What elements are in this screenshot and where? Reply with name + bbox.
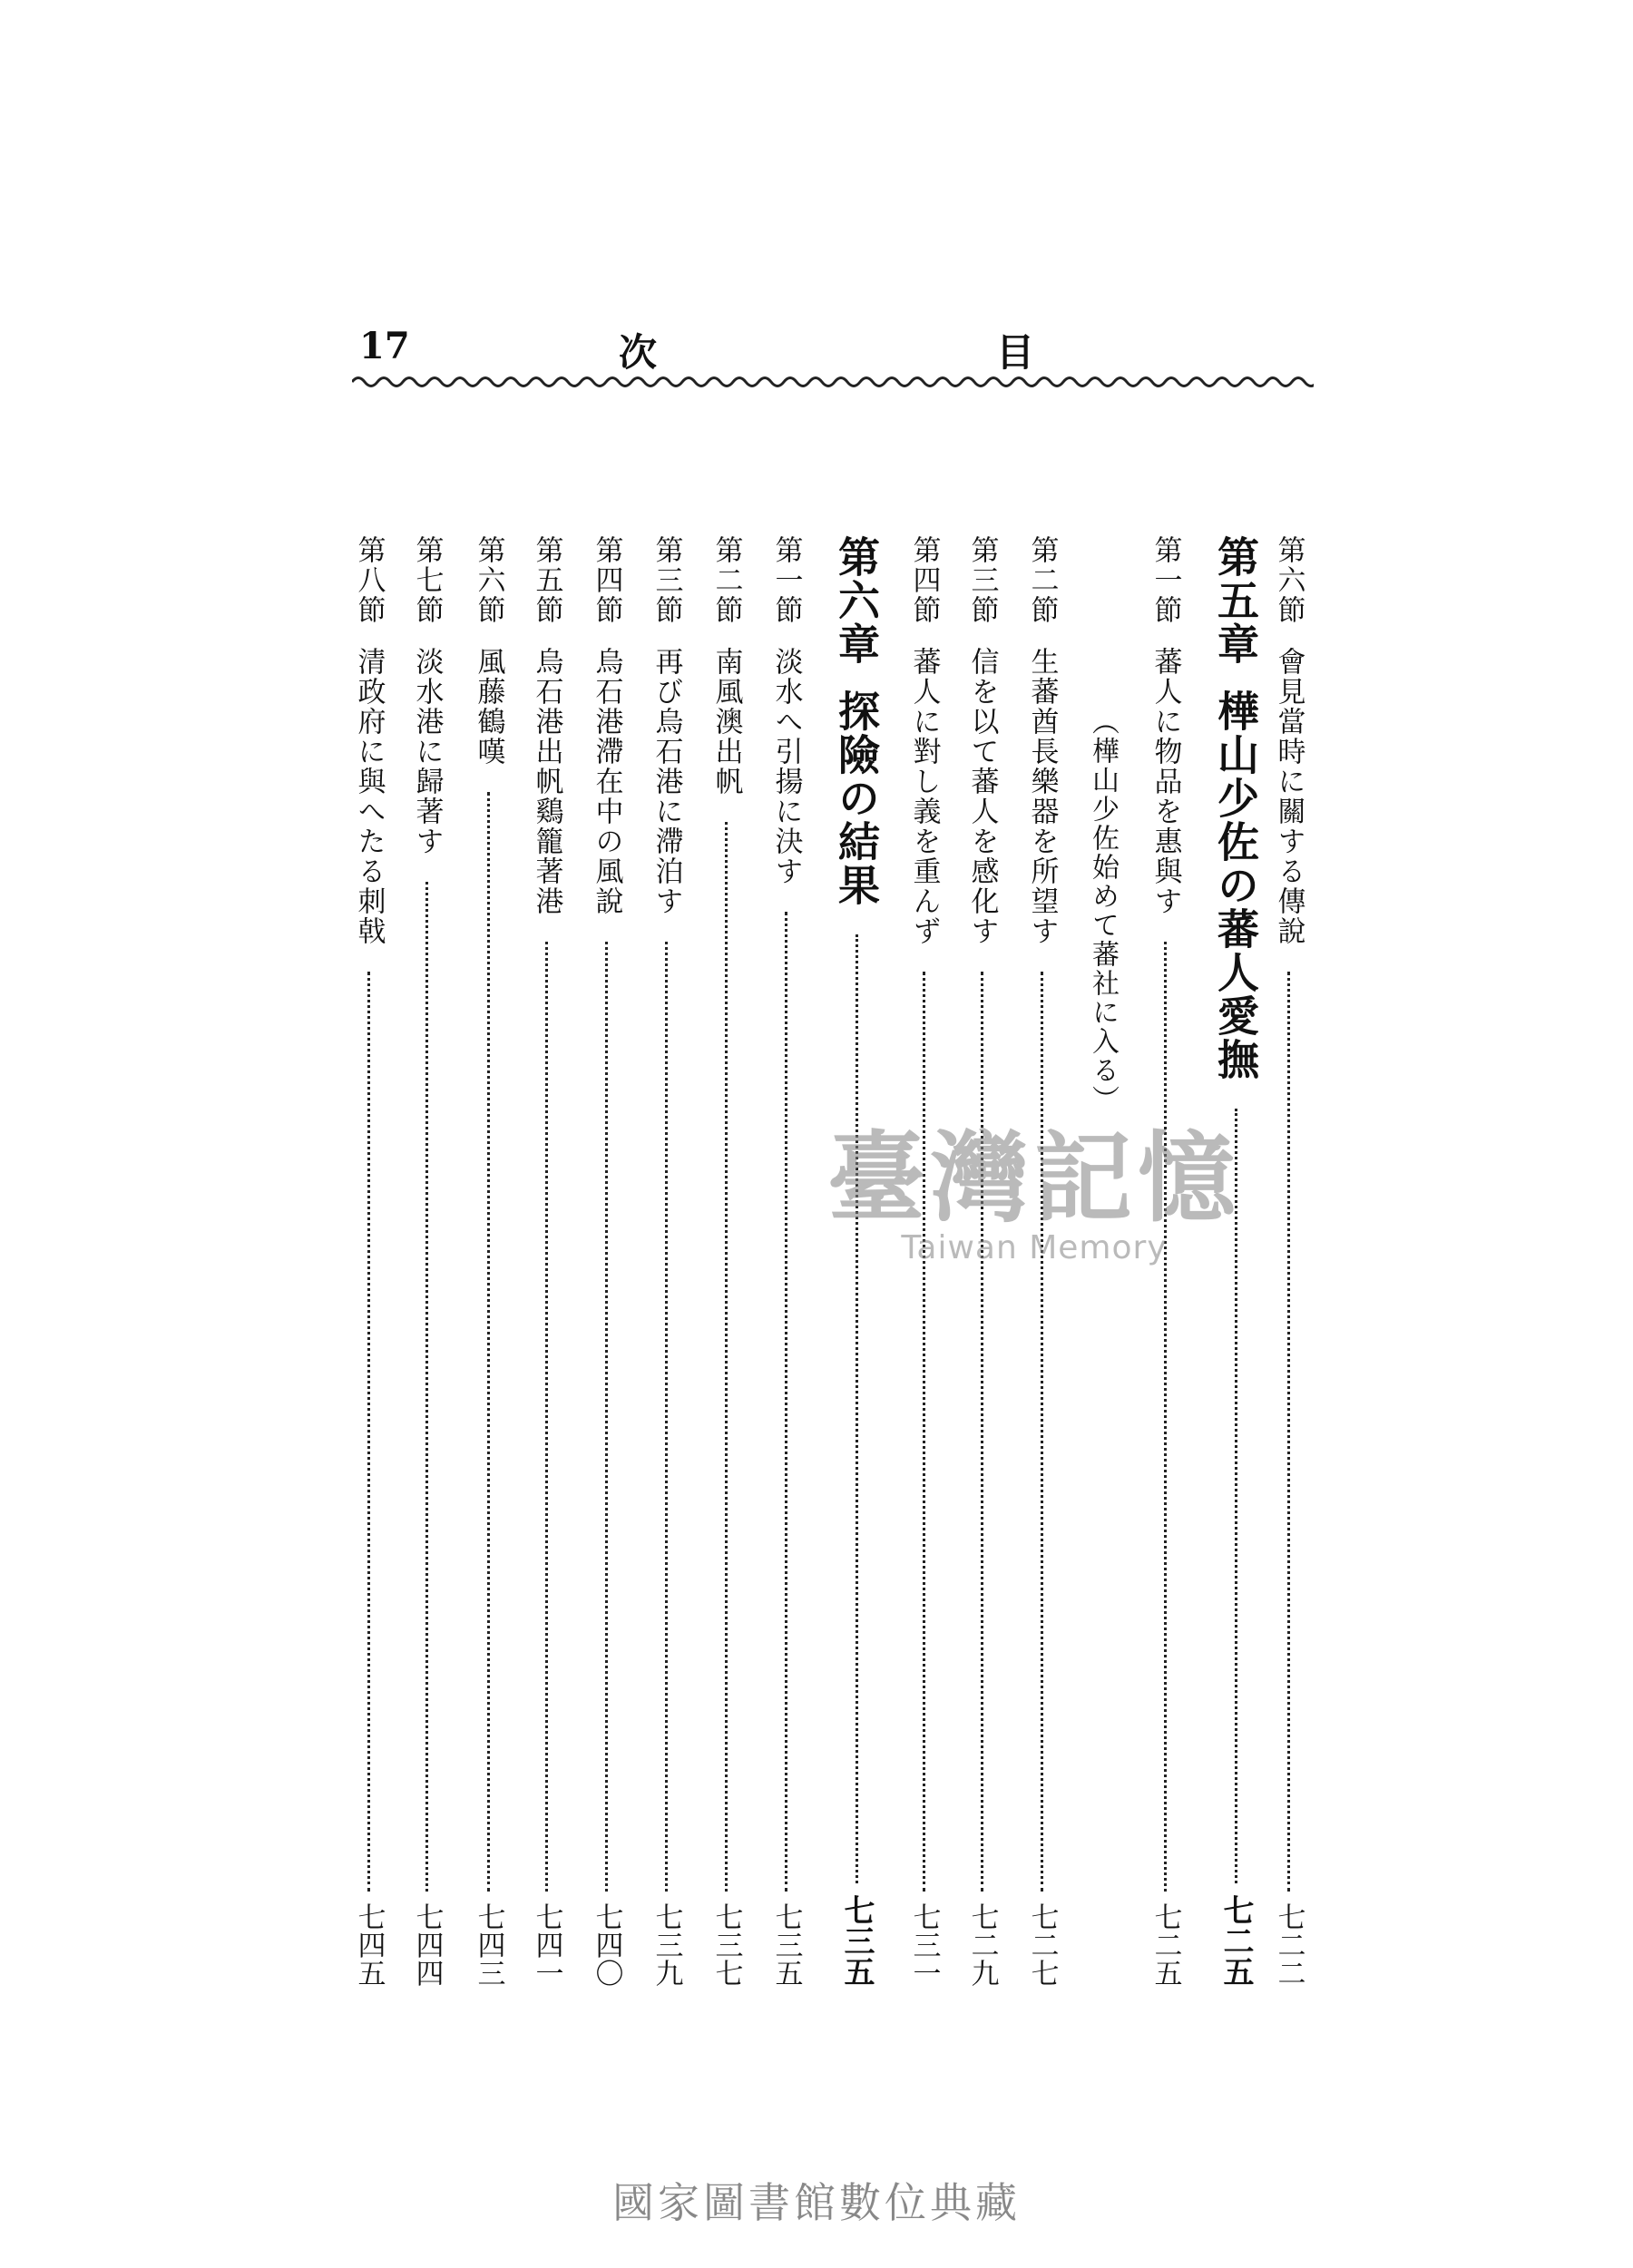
toc-entry	[347, 535, 390, 1987]
page-reference: 七二五	[1149, 1902, 1182, 1987]
page-reference: 七三九	[650, 1902, 683, 1987]
toc-entry	[644, 535, 688, 1987]
dot-leader	[1287, 972, 1290, 1892]
section-heading	[474, 535, 503, 767]
toc-entry	[405, 535, 448, 1987]
page-reference: 七二五	[1217, 1894, 1254, 1987]
section-title: 烏石港出帆鷄籠著港	[530, 647, 563, 916]
dot-leader	[367, 972, 370, 1892]
section-title: 清政府に與へたる刺戟	[352, 647, 386, 946]
section-number: 第六節	[472, 535, 505, 625]
section-number: 第八節	[352, 535, 386, 625]
section-heading	[769, 535, 803, 886]
dot-leader	[856, 934, 858, 1883]
section-title: 蕃人に對し義を重んず	[907, 647, 941, 946]
section-heading	[352, 535, 386, 946]
dot-leader	[1164, 942, 1167, 1892]
toc-entry	[584, 535, 628, 1987]
running-title-right: 目	[996, 330, 1035, 375]
page-reference: 七二二	[1272, 1902, 1305, 1987]
page-reference: 七三一	[907, 1902, 941, 1987]
page-reference: 七三七	[709, 1902, 743, 1987]
section-number: 第三節	[650, 535, 683, 625]
section-number: 第六節	[1272, 535, 1305, 625]
running-title-left: 次	[619, 330, 658, 375]
section-heading	[1025, 535, 1059, 946]
section-heading	[530, 535, 563, 916]
toc-note-text: （樺山少佐始めて蕃社に入る）	[1087, 708, 1119, 1114]
section-number: 第一節	[1149, 535, 1182, 625]
section-title: 風藤鶴嘆	[472, 647, 505, 767]
dot-leader	[545, 942, 548, 1892]
section-title: 會見當時に關する傳說	[1272, 647, 1305, 946]
section-title: 信を以て蕃人を感化す	[965, 647, 999, 946]
chapter-number: 第五章	[1211, 535, 1260, 666]
footer-archive-label: 國家圖書館數位典藏	[612, 2178, 1021, 2227]
section-heading	[907, 535, 941, 946]
watermark-chinese: 臺灣記憶	[826, 1121, 1241, 1236]
section-number: 第一節	[769, 535, 803, 625]
chapter-number: 第六章	[832, 535, 881, 666]
watermark-english: Taiwan Memory	[901, 1229, 1168, 1266]
section-title: 再び烏石港に滯泊す	[650, 647, 683, 916]
page-number: 17	[359, 325, 410, 367]
section-number: 第七節	[410, 535, 444, 625]
table-of-contents	[0, 535, 1633, 2041]
dot-leader	[605, 942, 608, 1892]
section-title: 淡水港に歸著す	[410, 647, 444, 856]
dot-leader	[665, 942, 668, 1892]
toc-note	[1081, 708, 1124, 1114]
dot-leader	[785, 912, 787, 1892]
chapter-title: 樺山少佐の蕃人愛撫	[1211, 689, 1260, 1081]
section-number: 第四節	[590, 535, 623, 625]
section-heading	[709, 535, 743, 797]
section-title: 南風澳出帆	[709, 647, 743, 797]
chapter-title: 探險の結果	[832, 689, 881, 907]
toc-entry	[524, 535, 568, 1987]
chapter-heading	[1211, 535, 1260, 1081]
section-heading	[1149, 535, 1182, 916]
dot-leader	[725, 822, 728, 1892]
dot-leader	[981, 972, 983, 1892]
dot-leader	[425, 882, 428, 1892]
page-reference: 七四三	[472, 1902, 505, 1987]
section-title: 蕃人に物品を惠與す	[1149, 647, 1182, 916]
section-number: 第三節	[965, 535, 999, 625]
page-reference: 七三五	[769, 1902, 803, 1987]
dot-leader	[1041, 972, 1043, 1892]
wavy-rule	[352, 372, 1314, 392]
section-number: 第二節	[709, 535, 743, 625]
page-reference: 七四四	[410, 1902, 444, 1987]
section-title: 烏石港滯在中の風說	[590, 647, 623, 916]
dot-leader	[923, 972, 925, 1892]
page-reference: 七四一	[530, 1902, 563, 1987]
watermark	[780, 1121, 1288, 1266]
page-reference: 七二九	[965, 1902, 999, 1987]
section-number: 第四節	[907, 535, 941, 625]
section-heading	[1272, 535, 1305, 946]
section-heading	[410, 535, 444, 856]
toc-entry	[704, 535, 748, 1987]
section-heading	[650, 535, 683, 916]
toc-entry	[466, 535, 510, 1987]
page-reference: 七二七	[1025, 1902, 1059, 1987]
section-heading	[965, 535, 999, 946]
page-reference: 七三五	[838, 1894, 875, 1987]
page-reference: 七四〇	[590, 1902, 623, 1987]
section-title: 生蕃酋長樂器を所望す	[1025, 647, 1059, 946]
dot-leader	[487, 792, 490, 1892]
section-heading	[592, 535, 621, 916]
chapter-heading	[832, 535, 881, 907]
section-number: 第五節	[530, 535, 563, 625]
section-number: 第二節	[1025, 535, 1059, 625]
section-title: 淡水へ引揚に決す	[769, 647, 803, 886]
page-reference: 七四五	[352, 1902, 386, 1987]
